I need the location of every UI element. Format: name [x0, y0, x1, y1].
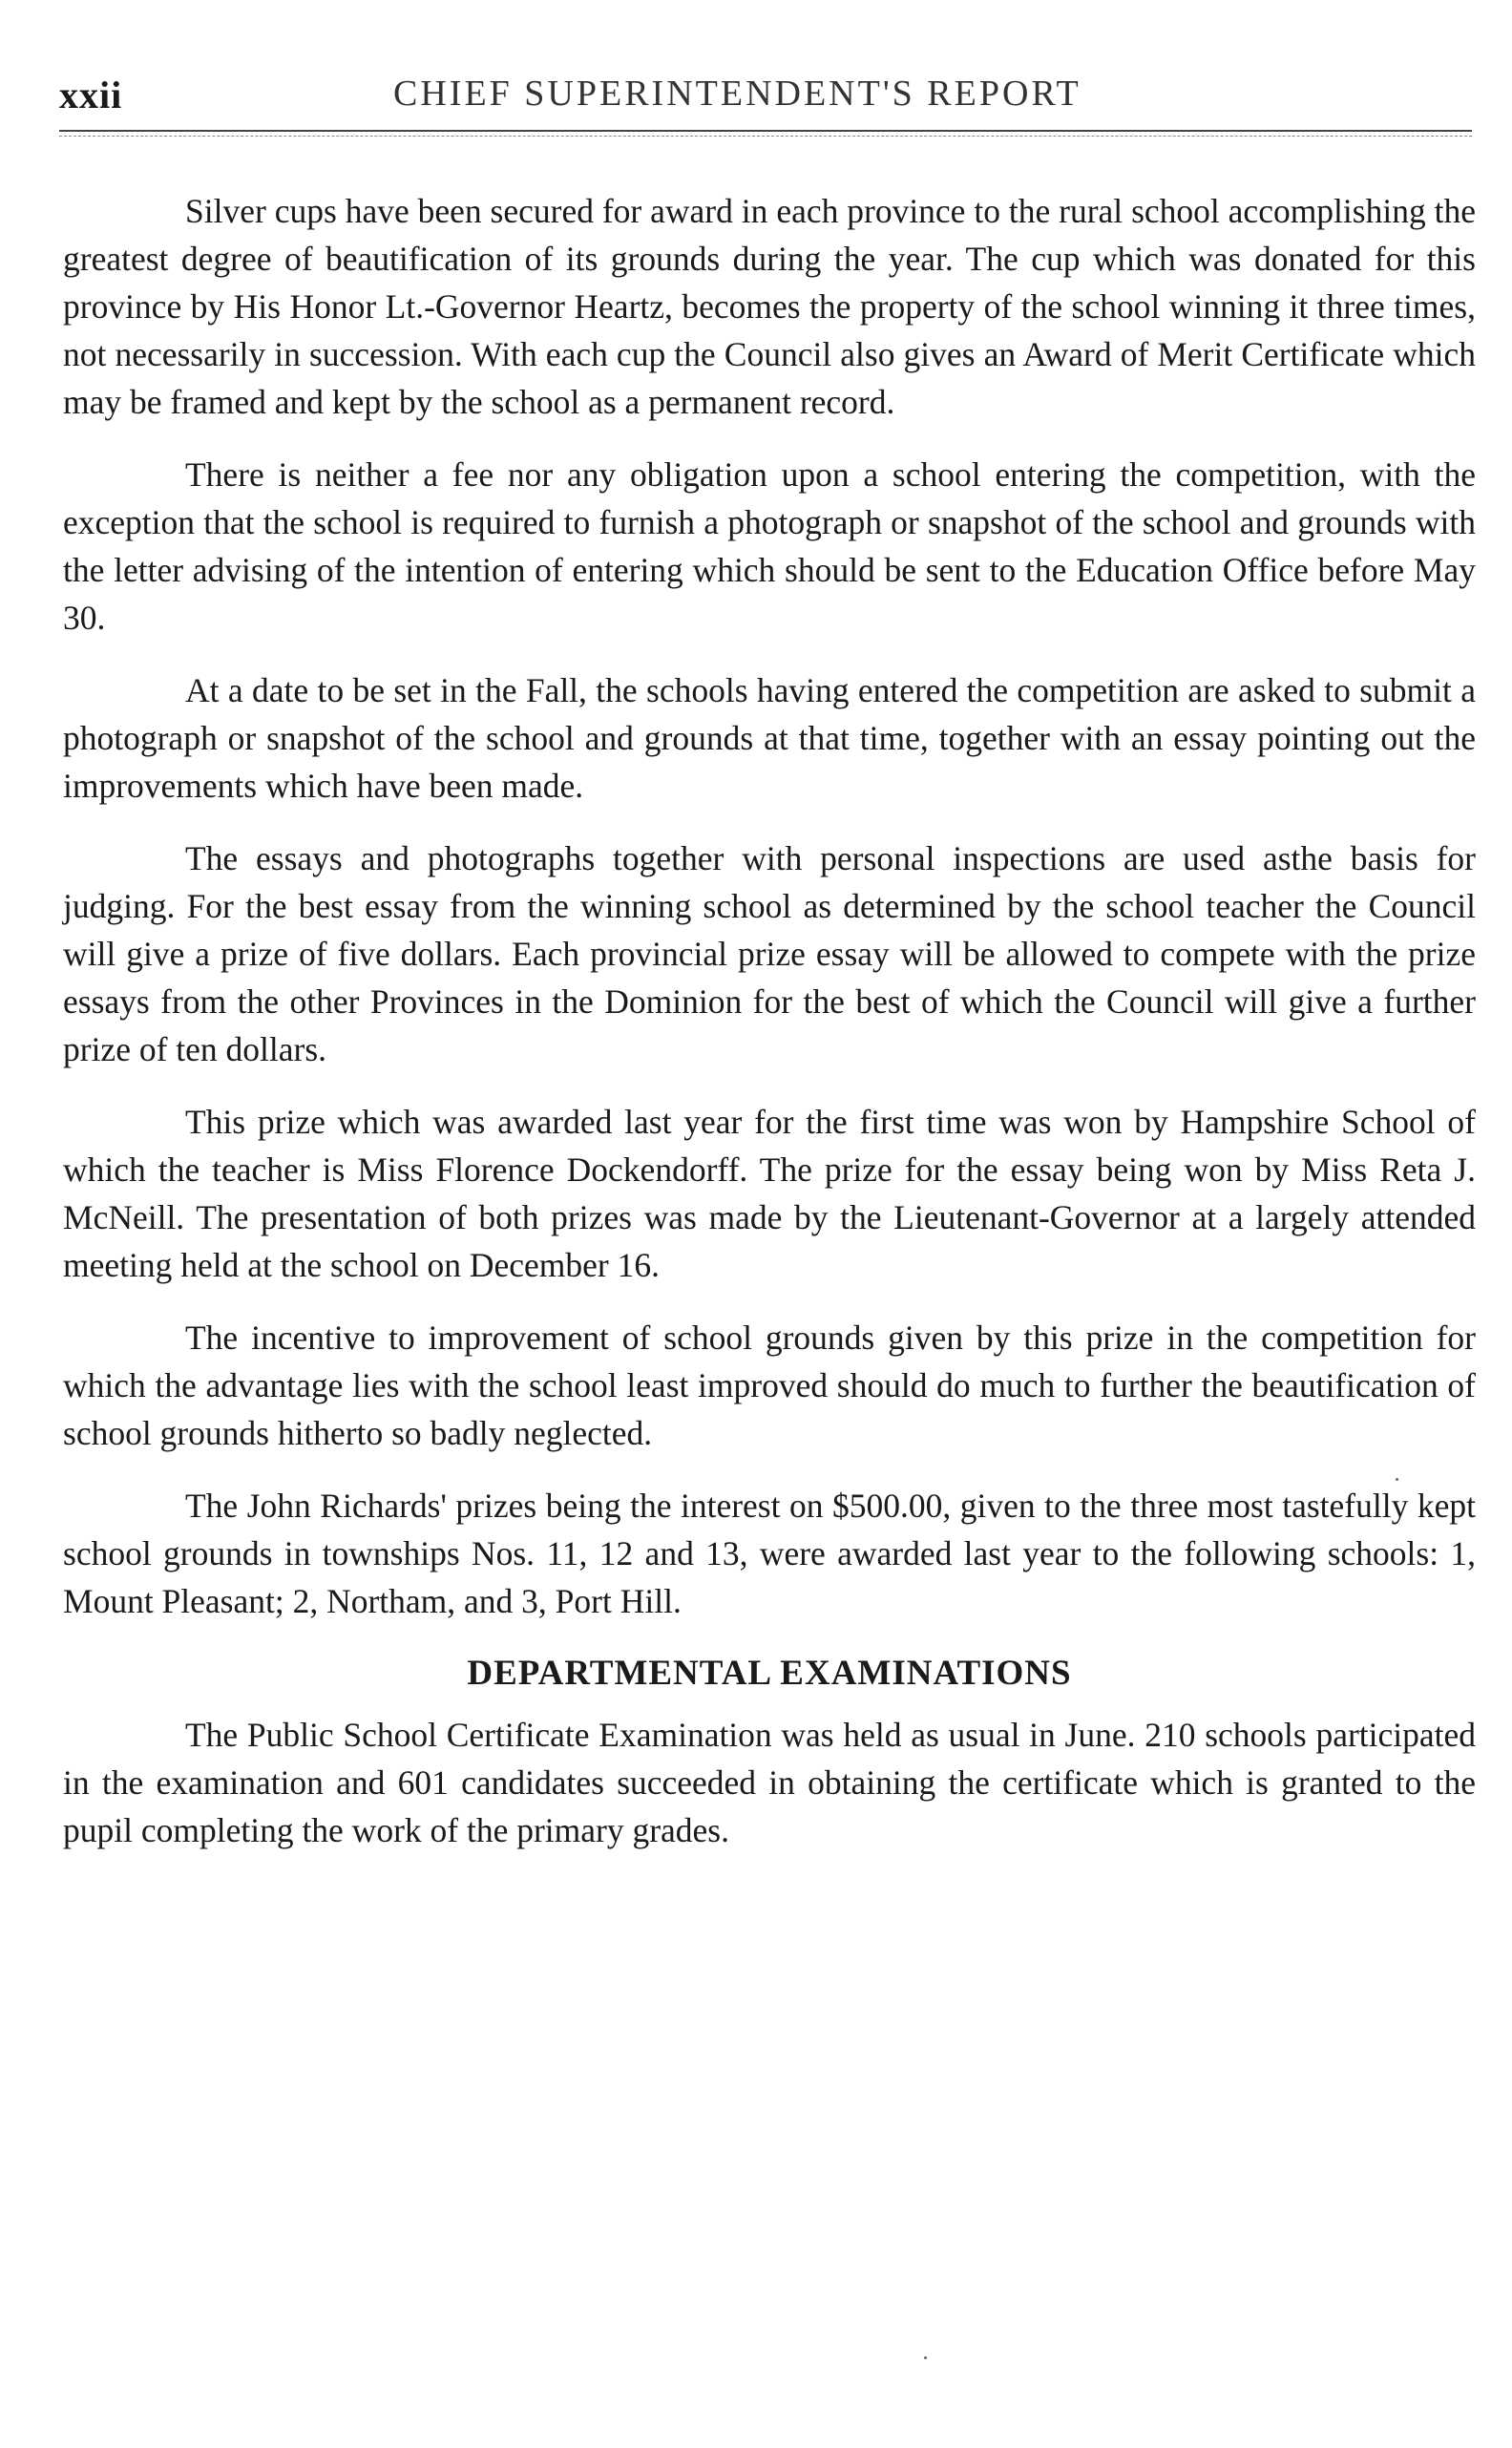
header-rule [59, 130, 1472, 132]
paragraph-fall-submission: At a date to be set in the Fall, the schools having entered the competition are asked to submit a photograph or snapshot of the school and grounds at that time, together with an essay pointing out the improvements which have been made. [63, 671, 1476, 805]
paragraph-entry-fee: There is neither a fee nor any obligation upon a school entering the competition, with the exception that the school is required to furnish a photograph or snapshot of the school and grounds with the letter advising of the intention of entering which should be sent to the Education Office before May 30. [63, 455, 1476, 637]
paragraph-prize-winners: This prize which was awarded last year for the first time was won by Hampshire School of which the teacher is Miss Florence Dockendorff. The prize for the essay being won by Miss Reta J. McNeill. The presentation of both prizes was made by the Lieutenant-Governor at a largely attended meeting held at the school on December 16. [63, 1103, 1476, 1284]
page-header [59, 69, 1472, 136]
paragraph-incentive: The incentive to improvement of school grounds given by this prize in the competition for which the advantage lies with the school least improved should do much to further the beautification of school grounds hitherto so badly neglected. [63, 1319, 1476, 1452]
header-rule-secondary [59, 136, 1472, 137]
paragraph-john-richards-prizes: The John Richards' prizes being the interest on $500.00, given to the three most tastefully kept school grounds in townships Nos. 11, 12 and 13, were awarded last year to the following schools: 1, Mount Pleasant; 2, Northam, and 3, Port Hill. [63, 1487, 1476, 1620]
page-number: xxii [59, 74, 123, 116]
running-title: CHIEF SUPERINTENDENT'S REPORT [393, 74, 1082, 114]
paragraph-examinations: The Public School Certificate Examination was held as usual in June. 210 schools participated in the examination and 601 candidates succeeded in obtaining the certificate which is granted to the pupil completing the work of the primary grades. [63, 1716, 1476, 1849]
print-speck [1396, 1478, 1398, 1481]
body-text [63, 187, 1476, 1879]
paragraph-silver-cups: Silver cups have been secured for award in each province to the rural school accomplishing the greatest degree of beautification of its grounds during the year. The cup which was donated for this province by His Honor Lt.-Governor Heartz, becomes the property of the school winning it three times, not necessarily in succession. With each cup the Council also gives an Award of Merit Certificate which may be framed and kept by the school as a permanent record. [63, 192, 1476, 421]
print-speck [924, 2356, 927, 2359]
paragraph-judging: The essays and photographs together with personal inspections are used asthe basis for judging. For the best essay from the winning school as determined by the school teacher the Council will give a prize of five dollars. Each provincial prize essay will be allowed to compete with the prize essays from the other Provinces in the Dominion for the best of which the Council will give a further prize of ten dollars. [63, 839, 1476, 1068]
section-heading: DEPARTMENTAL EXAMINATIONS [467, 1654, 1072, 1693]
